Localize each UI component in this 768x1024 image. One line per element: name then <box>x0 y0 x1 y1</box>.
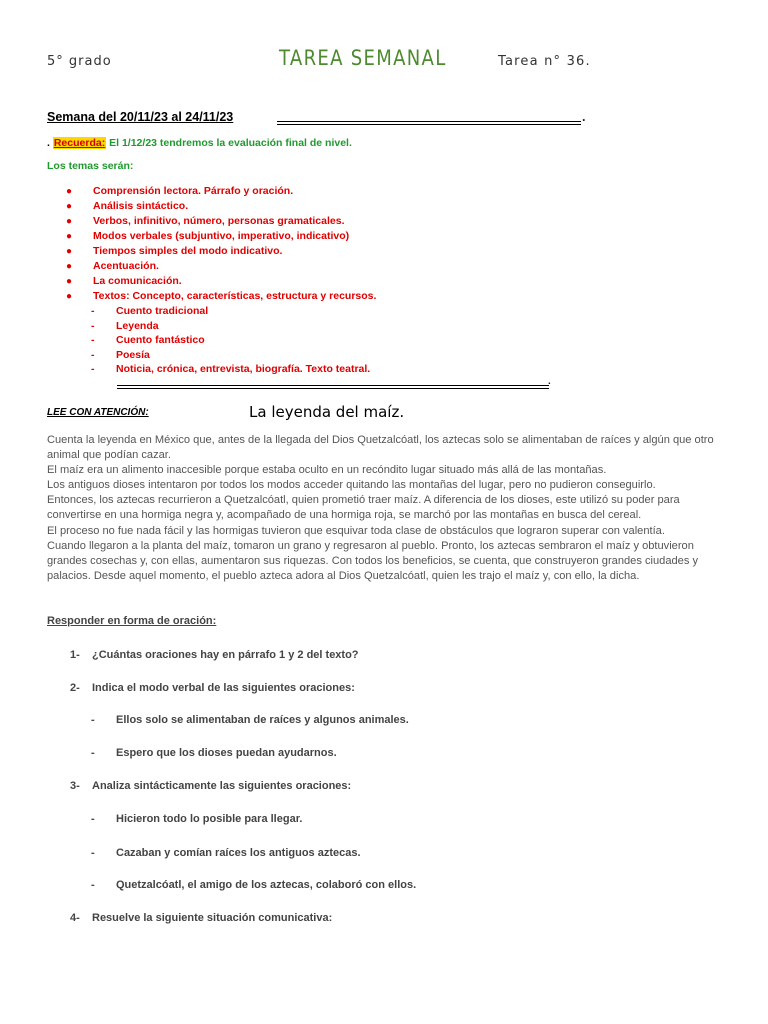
topics-title: Los temas serán: <box>47 160 134 172</box>
subtopic-item: - Poesía <box>91 348 150 361</box>
week-label: Semana del 20/11/23 al 24/11/23 <box>47 110 234 124</box>
bullet-icon: ● <box>66 291 73 302</box>
item-text: Quetzalcóatl, el amigo de los aztecas, colaboró con ellos. <box>116 879 417 891</box>
week-end-mark: . <box>582 110 586 124</box>
story-paragraph: Cuenta la leyenda en México que, antes de la llegada del Dios Quetzalcóatl, los aztecas solo se alimentaban de raíces y algún que otro animal que podían cazar. <box>47 434 714 462</box>
week-underline <box>277 124 581 125</box>
separator-line-lower <box>117 388 549 389</box>
reminder-prefix: . <box>47 137 50 149</box>
item-text: Espero que los dioses puedan ayudarnos. <box>116 747 337 759</box>
grade-label: 5° grado <box>47 54 112 69</box>
story-text <box>47 433 727 584</box>
story-title: La leyenda del maíz. <box>249 403 405 421</box>
bullet-icon: ● <box>66 231 73 242</box>
story-paragraph: Cuando llegaron a la planta del maíz, tomaron un grano y regresaron al pueblo. Pronto, los aztecas sembraron el maíz y obtuvieron grandes cosechas y, con ellas, aumentaron sus riquezas. Con todos los beneficios, se cuenta, que construyeron grandes ciudades y palacios. Desde aquel momento, el pueblo azteca adora al Dios Quetzalcóatl, quien les trajo el maíz y, con ello, la dicha. <box>47 539 699 582</box>
question-text: ¿Cuántas oraciones hay en párrafo 1 y 2 del texto? <box>92 649 359 661</box>
bullet-icon: ● <box>66 201 73 212</box>
story-paragraph: Entonces, los aztecas recurrieron a Quetzalcóatl, quien prometió traer maíz. A diferencia de los dioses, este utilizó su poder para convertirse en una hormiga negra y, acompañado de una hormiga roja, se marchó por las montañas en busca del cereal. <box>47 494 680 522</box>
page-header <box>0 46 768 76</box>
dash-icon: - <box>91 334 95 347</box>
item-text: Cazaban y comían raíces los antiguos aztecas. <box>116 847 361 859</box>
dash-icon: - <box>91 813 95 825</box>
week-underline-top <box>277 121 581 122</box>
topic-item: ● Modos verbales (subjuntivo, imperativo, indicativo) <box>66 230 350 242</box>
question-text: Analiza sintácticamente las siguientes oraciones: <box>92 780 352 792</box>
separator-mark: . <box>548 376 551 387</box>
item-text: Ellos solo se alimentaban de raíces y algunos animales. <box>116 714 409 726</box>
dash-icon: - <box>91 714 95 726</box>
story-paragraph: El maíz era un alimento inaccesible porque estaba oculto en un recóndito lugar situado más allá de las montañas. <box>47 464 607 477</box>
item-text: Hicieron todo lo posible para llegar. <box>116 813 303 825</box>
reminder-highlight: Recuerda: <box>53 137 106 149</box>
question-number: 4- <box>70 912 80 924</box>
bullet-icon: ● <box>66 246 73 257</box>
dash-icon: - <box>91 747 95 759</box>
subtopics-list <box>91 304 370 377</box>
bullet-icon: ● <box>66 261 73 272</box>
topic-item: ● Verbos, infinitivo, número, personas gramaticales. <box>66 215 345 227</box>
question-number: 3- <box>70 780 80 792</box>
reminder <box>47 137 352 149</box>
page-title: TAREA SEMANAL <box>279 46 447 70</box>
story-paragraph: El proceso no fue nada fácil y las hormigas tuvieron que esquivar toda clase de obstáculos que lograron superar con valentía. <box>47 524 665 537</box>
topic-item: ● Análisis sintáctico. <box>66 200 189 212</box>
dash-icon: - <box>91 348 95 361</box>
subtopic-item: - Cuento tradicional <box>91 305 209 317</box>
topic-item: ● Tiempos simples del modo indicativo. <box>66 245 283 257</box>
bullet-icon: ● <box>66 186 73 197</box>
respond-title: Responder en forma de oración: <box>47 615 217 627</box>
question-text: Resuelve la siguiente situación comunicativa: <box>92 912 333 924</box>
dash-icon: - <box>91 305 95 317</box>
separator-line <box>117 385 549 386</box>
question-number: 2- <box>70 682 80 694</box>
bullet-icon: ● <box>66 276 73 287</box>
subtopic-item: - Noticia, crónica, entrevista, biografía. Texto teatral. <box>91 363 371 376</box>
topic-item: ● La comunicación. <box>66 275 182 287</box>
bullet-icon: ● <box>66 216 73 227</box>
dash-icon: - <box>91 847 95 859</box>
subtopic-item: - Cuento fantástico <box>91 334 205 347</box>
topic-item: ● Acentuación. <box>66 260 159 272</box>
dash-icon: - <box>91 363 95 376</box>
question-text: Indica el modo verbal de las siguientes oraciones: <box>92 682 355 694</box>
question-number: 1- <box>70 649 80 661</box>
topics-list <box>66 184 376 304</box>
reading-label: LEE CON ATENCIÓN: <box>47 407 149 418</box>
story-paragraph: Los antiguos dioses intentaron por todos los modos acceder quitando las montañas del lugar, pero no pudieron conseguirlo. <box>47 479 656 492</box>
dash-icon: - <box>91 319 95 332</box>
week-heading <box>47 110 233 124</box>
reminder-text: El 1/12/23 tendremos la evaluación final de nivel. <box>109 137 352 149</box>
dash-icon: - <box>91 879 95 891</box>
topic-item: ● Textos: Concepto, características, estructura y recursos. <box>66 290 377 302</box>
task-number: Tarea n° 36. <box>498 54 591 69</box>
topic-item: ● Comprensión lectora. Párrafo y oración. <box>66 185 294 197</box>
subtopic-item: - Leyenda <box>91 319 159 332</box>
